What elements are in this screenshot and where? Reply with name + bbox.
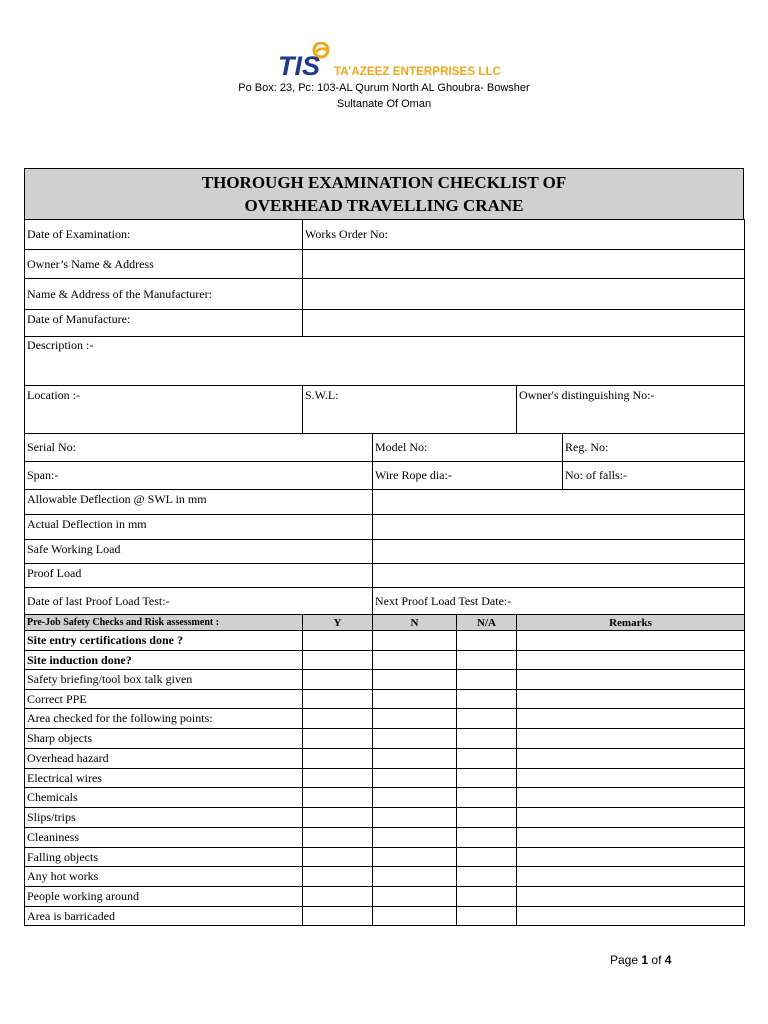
span-field[interactable]: Span:- <box>25 462 373 490</box>
checklist-remarks-cell[interactable] <box>517 651 745 670</box>
checklist-na-cell[interactable] <box>457 907 517 926</box>
date-of-manufacture-field[interactable] <box>303 310 745 337</box>
checklist-form <box>24 168 744 926</box>
checklist-n-cell[interactable] <box>373 788 457 808</box>
letterhead <box>0 38 768 118</box>
checklist-na-cell[interactable] <box>457 690 517 709</box>
checklist-row <box>25 848 745 867</box>
checklist-na-cell[interactable] <box>457 729 517 749</box>
page-indicator <box>610 953 671 967</box>
checklist-y-cell[interactable] <box>303 887 373 907</box>
checklist-row <box>25 769 745 788</box>
owners-distinguishing-no-field[interactable]: Owner's distinguishing No:- <box>517 386 745 434</box>
page-current: 1 <box>641 953 649 967</box>
checklist-item-label: Any hot works <box>25 867 303 887</box>
proof-load-label: Proof Load <box>25 564 373 588</box>
location-field[interactable]: Location :- <box>25 386 303 434</box>
checklist-n-cell[interactable] <box>373 709 457 729</box>
checklist-remarks-cell[interactable] <box>517 788 745 808</box>
proof-load-field[interactable] <box>373 564 745 588</box>
checklist-na-cell[interactable] <box>457 848 517 867</box>
manufacturer-label: Name & Address of the Manufacturer: <box>25 279 303 310</box>
checklist-y-cell[interactable] <box>303 729 373 749</box>
checklist-n-cell[interactable] <box>373 769 457 788</box>
checklist-remarks-cell[interactable] <box>517 808 745 828</box>
safe-working-load-field[interactable] <box>373 540 745 564</box>
date-of-manufacture-label: Date of Manufacture: <box>25 310 303 337</box>
checklist-y-cell[interactable] <box>303 690 373 709</box>
page-word: Page <box>610 953 639 967</box>
wire-rope-dia-field[interactable]: Wire Rope dia:- <box>373 462 563 490</box>
serial-no-field[interactable]: Serial No: <box>25 434 373 462</box>
checklist-y-cell[interactable] <box>303 769 373 788</box>
location-table <box>24 385 745 434</box>
checklist-row <box>25 670 745 690</box>
checklist-item-label: Area is barricaded <box>25 907 303 926</box>
checklist-y-cell[interactable] <box>303 651 373 670</box>
checklist-row <box>25 808 745 828</box>
allowable-deflection-label: Allowable Deflection @ SWL in mm <box>25 490 373 515</box>
next-proof-load-field[interactable]: Next Proof Load Test Date:- <box>373 588 745 615</box>
checklist-item-label: Falling objects <box>25 848 303 867</box>
date-last-proof-load-field[interactable]: Date of last Proof Load Test:- <box>25 588 373 615</box>
checklist-row <box>25 631 745 651</box>
load-test-table <box>24 489 745 615</box>
allowable-deflection-field[interactable] <box>373 490 745 515</box>
checklist-na-cell[interactable] <box>457 631 517 651</box>
checklist-n-cell[interactable] <box>373 651 457 670</box>
company-name: TA’AZEEZ ENTERPRISES LLC <box>334 66 502 78</box>
checklist-y-cell[interactable] <box>303 631 373 651</box>
crane-specs-table <box>24 433 745 490</box>
checklist-n-cell[interactable] <box>373 867 457 887</box>
checklist-remarks-cell[interactable] <box>517 749 745 769</box>
checklist-remarks-cell[interactable] <box>517 670 745 690</box>
actual-deflection-field[interactable] <box>373 515 745 540</box>
checklist-row <box>25 788 745 808</box>
checklist-na-cell[interactable] <box>457 828 517 848</box>
checklist-y-cell[interactable] <box>303 907 373 926</box>
checklist-na-cell[interactable] <box>457 709 517 729</box>
checklist-item-label: Chemicals <box>25 788 303 808</box>
checklist-y-cell[interactable] <box>303 848 373 867</box>
checklist-item-label: People working around <box>25 887 303 907</box>
checklist-item-label: Site induction done? <box>25 651 303 670</box>
general-info-table <box>24 219 745 386</box>
checklist-na-cell[interactable] <box>457 887 517 907</box>
reg-no-field[interactable]: Reg. No: <box>563 434 745 462</box>
checklist-header-item: Pre-Job Safety Checks and Risk assessment : <box>25 615 303 631</box>
form-title <box>24 168 744 220</box>
checklist-header-remarks: Remarks <box>517 615 745 631</box>
checklist-remarks-cell[interactable] <box>517 828 745 848</box>
checklist-header-na: N/A <box>457 615 517 631</box>
title-line-1: THOROUGH EXAMINATION CHECKLIST OF <box>201 173 567 192</box>
checklist-remarks-cell[interactable] <box>517 887 745 907</box>
checklist-row <box>25 907 745 926</box>
checklist-y-cell[interactable] <box>303 749 373 769</box>
checklist-header-y: Y <box>303 615 373 631</box>
checklist-n-cell[interactable] <box>373 848 457 867</box>
address-line-1: Po Box: 23, Pc: 103-AL Qurum North AL Ghoubra- Bowsher <box>238 82 530 94</box>
checklist-n-cell[interactable] <box>373 749 457 769</box>
checklist-na-cell[interactable] <box>457 769 517 788</box>
checklist-y-cell[interactable] <box>303 670 373 690</box>
checklist-remarks-cell[interactable] <box>517 769 745 788</box>
checklist-remarks-cell[interactable] <box>517 848 745 867</box>
checklist-header-row <box>25 615 745 631</box>
checklist-item-label: Overhead hazard <box>25 749 303 769</box>
checklist-n-cell[interactable] <box>373 631 457 651</box>
checklist-n-cell[interactable] <box>373 729 457 749</box>
checklist-y-cell[interactable] <box>303 867 373 887</box>
works-order-no-field[interactable]: Works Order No: <box>303 220 745 250</box>
logo-text: TIS <box>278 51 321 78</box>
checklist-remarks-cell[interactable] <box>517 631 745 651</box>
of-word: of <box>651 953 662 967</box>
checklist-na-cell[interactable] <box>457 808 517 828</box>
page-total: 4 <box>664 953 672 967</box>
checklist-item-label: Slips/trips <box>25 808 303 828</box>
checklist-row <box>25 828 745 848</box>
checklist-row <box>25 749 745 769</box>
checklist-na-cell[interactable] <box>457 670 517 690</box>
checklist-item-label: Safety briefing/tool box talk given <box>25 670 303 690</box>
checklist-n-cell[interactable] <box>373 887 457 907</box>
checklist-n-cell[interactable] <box>373 670 457 690</box>
checklist-remarks-cell[interactable] <box>517 729 745 749</box>
checklist-na-cell[interactable] <box>457 867 517 887</box>
checklist-n-cell[interactable] <box>373 828 457 848</box>
checklist-n-cell[interactable] <box>373 808 457 828</box>
checklist-row <box>25 887 745 907</box>
manufacturer-field[interactable] <box>303 279 745 310</box>
company-logo <box>276 42 336 78</box>
checklist-n-cell[interactable] <box>373 907 457 926</box>
checklist-item-label: Electrical wires <box>25 769 303 788</box>
checklist-n-cell[interactable] <box>373 690 457 709</box>
checklist-row <box>25 729 745 749</box>
checklist-remarks-cell[interactable] <box>517 709 745 729</box>
checklist-header-n: N <box>373 615 457 631</box>
checklist-item-label: Sharp objects <box>25 729 303 749</box>
date-of-examination-field[interactable]: Date of Examination: <box>25 220 303 250</box>
checklist-item-label: Area checked for the following points: <box>25 709 303 729</box>
checklist-item-label: Correct PPE <box>25 690 303 709</box>
checklist-y-cell[interactable] <box>303 808 373 828</box>
checklist-row <box>25 690 745 709</box>
description-field[interactable]: Description :- <box>25 337 745 386</box>
owners-name-address-field[interactable] <box>303 250 745 279</box>
checklist-row <box>25 867 745 887</box>
title-line-2: OVERHEAD TRAVELLING CRANE <box>244 196 524 215</box>
checklist-na-cell[interactable] <box>457 651 517 670</box>
checklist-y-cell[interactable] <box>303 709 373 729</box>
checklist-remarks-cell[interactable] <box>517 690 745 709</box>
owners-name-address-label: Owner’s Name & Address <box>25 250 303 279</box>
checklist-na-cell[interactable] <box>457 788 517 808</box>
checklist-y-cell[interactable] <box>303 788 373 808</box>
checklist-row <box>25 651 745 670</box>
address-line-2: Sultanate Of Oman <box>336 98 432 110</box>
checklist-item-label: Cleaniness <box>25 828 303 848</box>
safety-checklist-table <box>24 614 745 926</box>
no-of-falls-field[interactable]: No: of falls:- <box>563 462 745 490</box>
checklist-na-cell[interactable] <box>457 749 517 769</box>
checklist-remarks-cell[interactable] <box>517 867 745 887</box>
checklist-item-label: Site entry certifications done ? <box>25 631 303 651</box>
actual-deflection-label: Actual Deflection in mm <box>25 515 373 540</box>
swl-field[interactable]: S.W.L: <box>303 386 517 434</box>
checklist-row <box>25 709 745 729</box>
checklist-remarks-cell[interactable] <box>517 907 745 926</box>
checklist-y-cell[interactable] <box>303 828 373 848</box>
safe-working-load-label: Safe Working Load <box>25 540 373 564</box>
model-no-field[interactable]: Model No: <box>373 434 563 462</box>
